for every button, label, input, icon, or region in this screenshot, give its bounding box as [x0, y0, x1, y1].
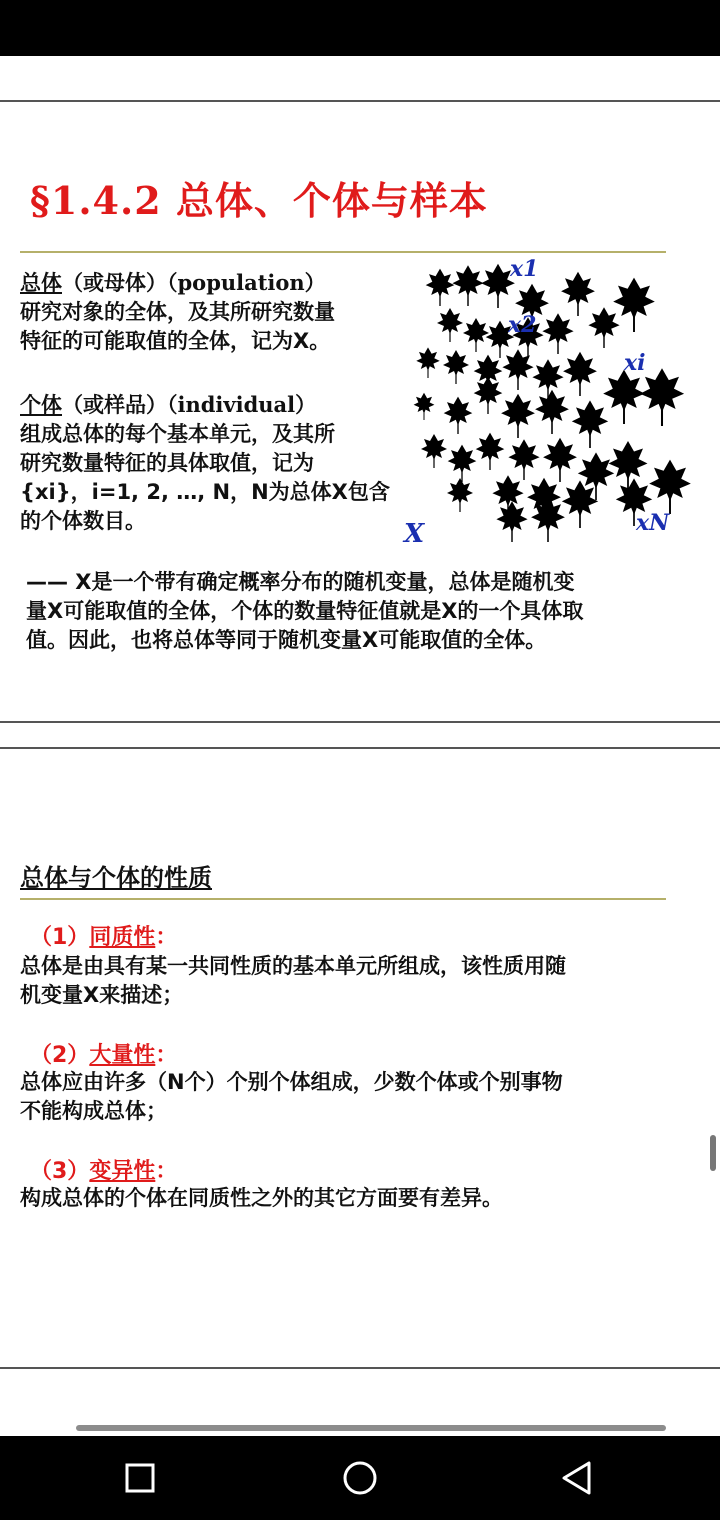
property-3-colon: ： — [155, 1159, 178, 1184]
property-3-label — [30, 1154, 177, 1185]
leaf-icon — [496, 501, 527, 542]
property-1-label — [30, 920, 177, 951]
vertical-scrollbar-thumb[interactable] — [710, 1135, 716, 1171]
leaf-icon — [426, 269, 455, 306]
population-line-2: 特征的可能取值的全体，记为X。 — [20, 329, 331, 353]
leaf-icon — [542, 313, 573, 354]
leaf-icon — [532, 359, 563, 400]
population-definition — [20, 268, 335, 356]
leaf-icon — [603, 370, 645, 424]
property-2-number: （2） — [30, 1043, 90, 1068]
property-3-name: 变异性 — [89, 1159, 156, 1184]
leaf-icon — [444, 397, 473, 434]
population-note — [26, 568, 583, 655]
property-2-line-1: 总体应由许多（N个）个别个体组成，少数个体或个别事物 — [20, 1070, 563, 1094]
square-icon — [118, 1456, 162, 1500]
slide-divider-top — [0, 100, 720, 102]
home-button[interactable] — [338, 1456, 382, 1500]
leaf-icon — [448, 445, 477, 482]
individual-english: （individual） — [167, 392, 317, 417]
properties-heading: 总体与个体的性质 — [20, 864, 212, 892]
label-x1: x1 — [510, 256, 539, 282]
leaf-icon — [588, 307, 619, 348]
leaf-icon — [437, 308, 463, 342]
leaf-icon — [640, 368, 684, 426]
property-2-colon: ： — [155, 1043, 178, 1068]
slide-title: §1.4.2 总体、个体与样本 — [30, 178, 488, 223]
leaf-population-figure — [400, 252, 710, 552]
leaf-icon — [502, 349, 533, 390]
slide-divider-middle-2 — [0, 747, 720, 749]
individual-line-3: {xi}，i=1, 2, …, N，N为总体X包含 — [20, 480, 390, 504]
slide-divider-middle-1 — [0, 721, 720, 723]
property-3-description — [20, 1184, 503, 1213]
property-2-line-2: 不能构成总体； — [20, 1099, 167, 1123]
property-1-name: 同质性 — [89, 925, 156, 950]
population-alt: （或母体） — [62, 271, 167, 295]
leaf-icon — [476, 433, 505, 470]
label-x2: x2 — [508, 312, 537, 338]
individual-alt: （或样品） — [62, 393, 167, 417]
leaf-icon — [508, 439, 539, 480]
leaf-icon — [609, 441, 648, 492]
label-X: X — [404, 519, 425, 549]
property-2-description — [20, 1068, 563, 1126]
property-1-colon: ： — [155, 925, 178, 950]
recent-apps-button[interactable] — [118, 1456, 162, 1500]
leaf-icon — [562, 480, 598, 528]
property-1-line-1: 总体是由具有某一共同性质的基本单元所组成，该性质用随 — [20, 954, 566, 978]
individual-line-2: 研究数量特征的具体取值，记为 — [20, 451, 314, 475]
population-english: （population） — [167, 270, 326, 295]
label-xi: xi — [624, 350, 646, 376]
property-3-line-1: 构成总体的个体在同质性之外的其它方面要有差异。 — [20, 1186, 503, 1210]
leaf-icon — [561, 272, 595, 316]
leaf-icon — [535, 390, 569, 434]
leaf-icon — [414, 393, 435, 420]
property-2-name: 大量性 — [89, 1043, 156, 1068]
status-bar — [0, 0, 720, 56]
leaf-icon — [649, 460, 691, 514]
leaf-icon — [501, 394, 535, 438]
leaf-icon — [447, 478, 473, 512]
leaf-icon — [543, 438, 577, 482]
property-3-number: （3） — [30, 1159, 90, 1184]
triangle-back-icon — [556, 1456, 600, 1500]
leaf-icon — [416, 347, 439, 378]
leaf-icon — [613, 278, 655, 332]
note-line-1: —— X是一个带有确定概率分布的随机变量，总体是随机变 — [26, 570, 575, 594]
back-button[interactable] — [556, 1456, 600, 1500]
leaf-icon — [443, 350, 469, 384]
property-1-line-2: 机变量X来描述； — [20, 983, 184, 1007]
leaf-icon — [452, 265, 483, 306]
label-xN: xN — [636, 510, 670, 536]
individual-definition — [20, 390, 390, 536]
individual-term: 个体 — [20, 393, 62, 417]
navigation-bar — [0, 1436, 720, 1520]
leaf-icon — [563, 352, 597, 396]
individual-line-4: 的个体数目。 — [20, 509, 146, 533]
leaf-icon — [421, 434, 447, 468]
individual-line-1: 组成总体的每个基本单元，及其所 — [20, 422, 335, 446]
note-line-3: 值。因此，也将总体等同于随机变量X可能取值的全体。 — [26, 628, 547, 652]
population-line-1: 研究对象的全体，及其所研究数量 — [20, 300, 335, 324]
note-line-2: 量X可能取值的全体，个体的数量特征值就是X的一个具体取 — [26, 599, 584, 623]
slide-divider-bottom — [0, 1367, 720, 1369]
property-1-description — [20, 952, 566, 1010]
property-2-label — [30, 1038, 177, 1069]
population-term: 总体 — [20, 271, 62, 295]
heading-underline — [20, 898, 666, 900]
horizontal-scrollbar[interactable] — [76, 1425, 666, 1431]
leaf-icon — [572, 400, 608, 448]
leaf-icon — [463, 318, 489, 352]
leaf-icon — [474, 377, 503, 414]
property-1-number: （1） — [30, 925, 90, 950]
circle-icon — [338, 1456, 382, 1500]
